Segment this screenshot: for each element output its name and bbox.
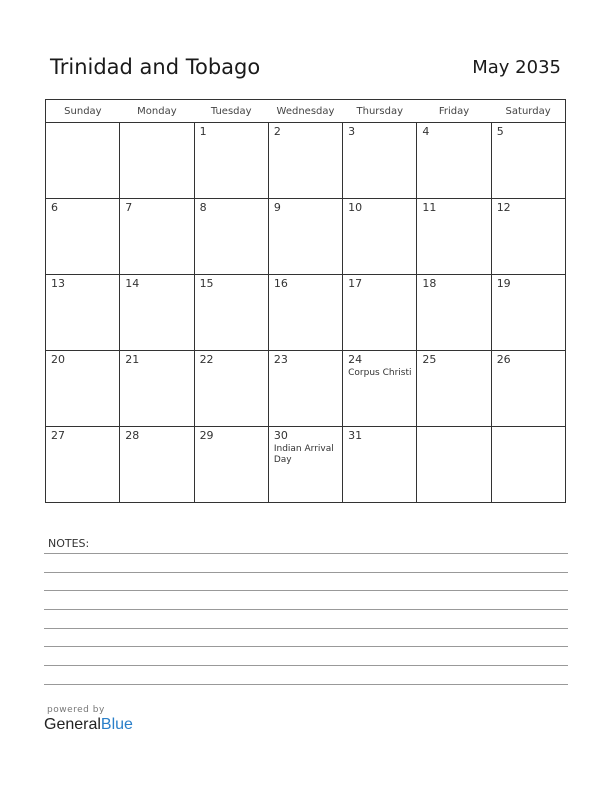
empty-day-cell	[46, 123, 120, 199]
day-cell	[417, 199, 491, 275]
powered-by-text: powered by	[47, 705, 105, 715]
day-cell	[194, 427, 268, 503]
day-cell	[343, 123, 417, 199]
day-number: 6	[51, 201, 58, 214]
weekday-tuesday: Tuesday	[194, 100, 268, 123]
empty-day-cell	[120, 123, 194, 199]
day-cell	[120, 199, 194, 275]
day-cell	[268, 199, 342, 275]
day-cell	[417, 275, 491, 351]
day-number: 29	[199, 429, 214, 442]
day-number: 12	[496, 201, 511, 214]
day-cell	[491, 123, 565, 199]
week-row	[46, 351, 566, 427]
day-number: 21	[125, 353, 140, 366]
day-cell	[120, 427, 194, 503]
day-cell	[120, 275, 194, 351]
day-number: 9	[273, 201, 281, 214]
week-row	[46, 275, 566, 351]
brand-general: General	[44, 716, 101, 733]
calendar-grid	[45, 99, 566, 503]
note-line	[44, 646, 568, 647]
day-cell	[343, 275, 417, 351]
note-line	[44, 665, 568, 666]
brand-blue: Blue	[100, 716, 133, 733]
generalblue-logo	[44, 716, 133, 734]
weekday-thursday: Thursday	[343, 100, 417, 123]
weekday-friday: Friday	[417, 100, 491, 123]
day-number: 27	[51, 429, 65, 442]
day-number: 7	[125, 201, 133, 214]
day-number: 5	[496, 125, 504, 138]
day-cell	[491, 275, 565, 351]
notes-label: NOTES:	[48, 537, 90, 550]
calendar-country-title: Trinidad and Tobago	[50, 55, 261, 79]
day-cell	[194, 275, 268, 351]
day-number: 19	[496, 277, 511, 290]
day-cell	[194, 351, 268, 427]
calendar-month-year: May 2035	[472, 57, 561, 78]
day-number: 10	[348, 201, 363, 214]
weekday-header-row	[46, 100, 566, 123]
day-cell	[268, 427, 342, 503]
week-row	[46, 123, 566, 199]
day-cell	[268, 351, 342, 427]
day-number: 4	[422, 125, 430, 138]
day-cell	[46, 351, 120, 427]
day-cell	[46, 275, 120, 351]
day-number: 8	[199, 201, 207, 214]
day-cell	[417, 123, 491, 199]
day-number: 25	[422, 353, 437, 366]
day-number: 1	[199, 125, 207, 138]
day-cell	[343, 199, 417, 275]
week-row	[46, 427, 566, 503]
day-number: 22	[199, 353, 214, 366]
day-cell	[417, 351, 491, 427]
weekday-saturday: Saturday	[491, 100, 565, 123]
weekday-monday: Monday	[120, 100, 194, 123]
day-cell	[268, 275, 342, 351]
day-cell	[46, 427, 120, 503]
week-row	[46, 199, 566, 275]
day-number: 26	[496, 353, 511, 366]
day-cell	[491, 199, 565, 275]
note-line	[44, 684, 568, 685]
day-cell	[268, 123, 342, 199]
empty-day-cell	[491, 427, 565, 503]
day-number: 31	[348, 429, 363, 442]
note-line	[44, 572, 568, 573]
weekday-sunday: Sunday	[46, 100, 120, 123]
day-number: 24	[348, 353, 363, 366]
day-number: 28	[125, 429, 140, 442]
day-number: 30	[273, 429, 288, 442]
day-cell	[194, 123, 268, 199]
day-cell	[194, 199, 268, 275]
day-number: 11	[422, 201, 437, 214]
day-number: 3	[348, 125, 356, 138]
note-line	[44, 590, 568, 591]
day-cell	[46, 199, 120, 275]
day-number: 2	[273, 125, 281, 138]
note-line	[44, 553, 568, 554]
holiday-label: Indian Arrival Day	[273, 444, 334, 465]
holiday-label: Corpus Christi	[348, 368, 412, 378]
day-number: 23	[273, 353, 288, 366]
day-number: 16	[273, 277, 288, 290]
weekday-wednesday: Wednesday	[268, 100, 342, 123]
day-number: 15	[199, 277, 214, 290]
day-number: 13	[51, 277, 65, 290]
day-cell	[343, 351, 417, 427]
day-cell	[343, 427, 417, 503]
note-line	[44, 609, 568, 610]
day-number: 17	[348, 277, 363, 290]
day-number: 18	[422, 277, 437, 290]
day-cell	[120, 351, 194, 427]
day-cell	[491, 351, 565, 427]
note-line	[44, 628, 568, 629]
empty-day-cell	[417, 427, 491, 503]
day-number: 20	[51, 353, 65, 366]
day-number: 14	[125, 277, 140, 290]
